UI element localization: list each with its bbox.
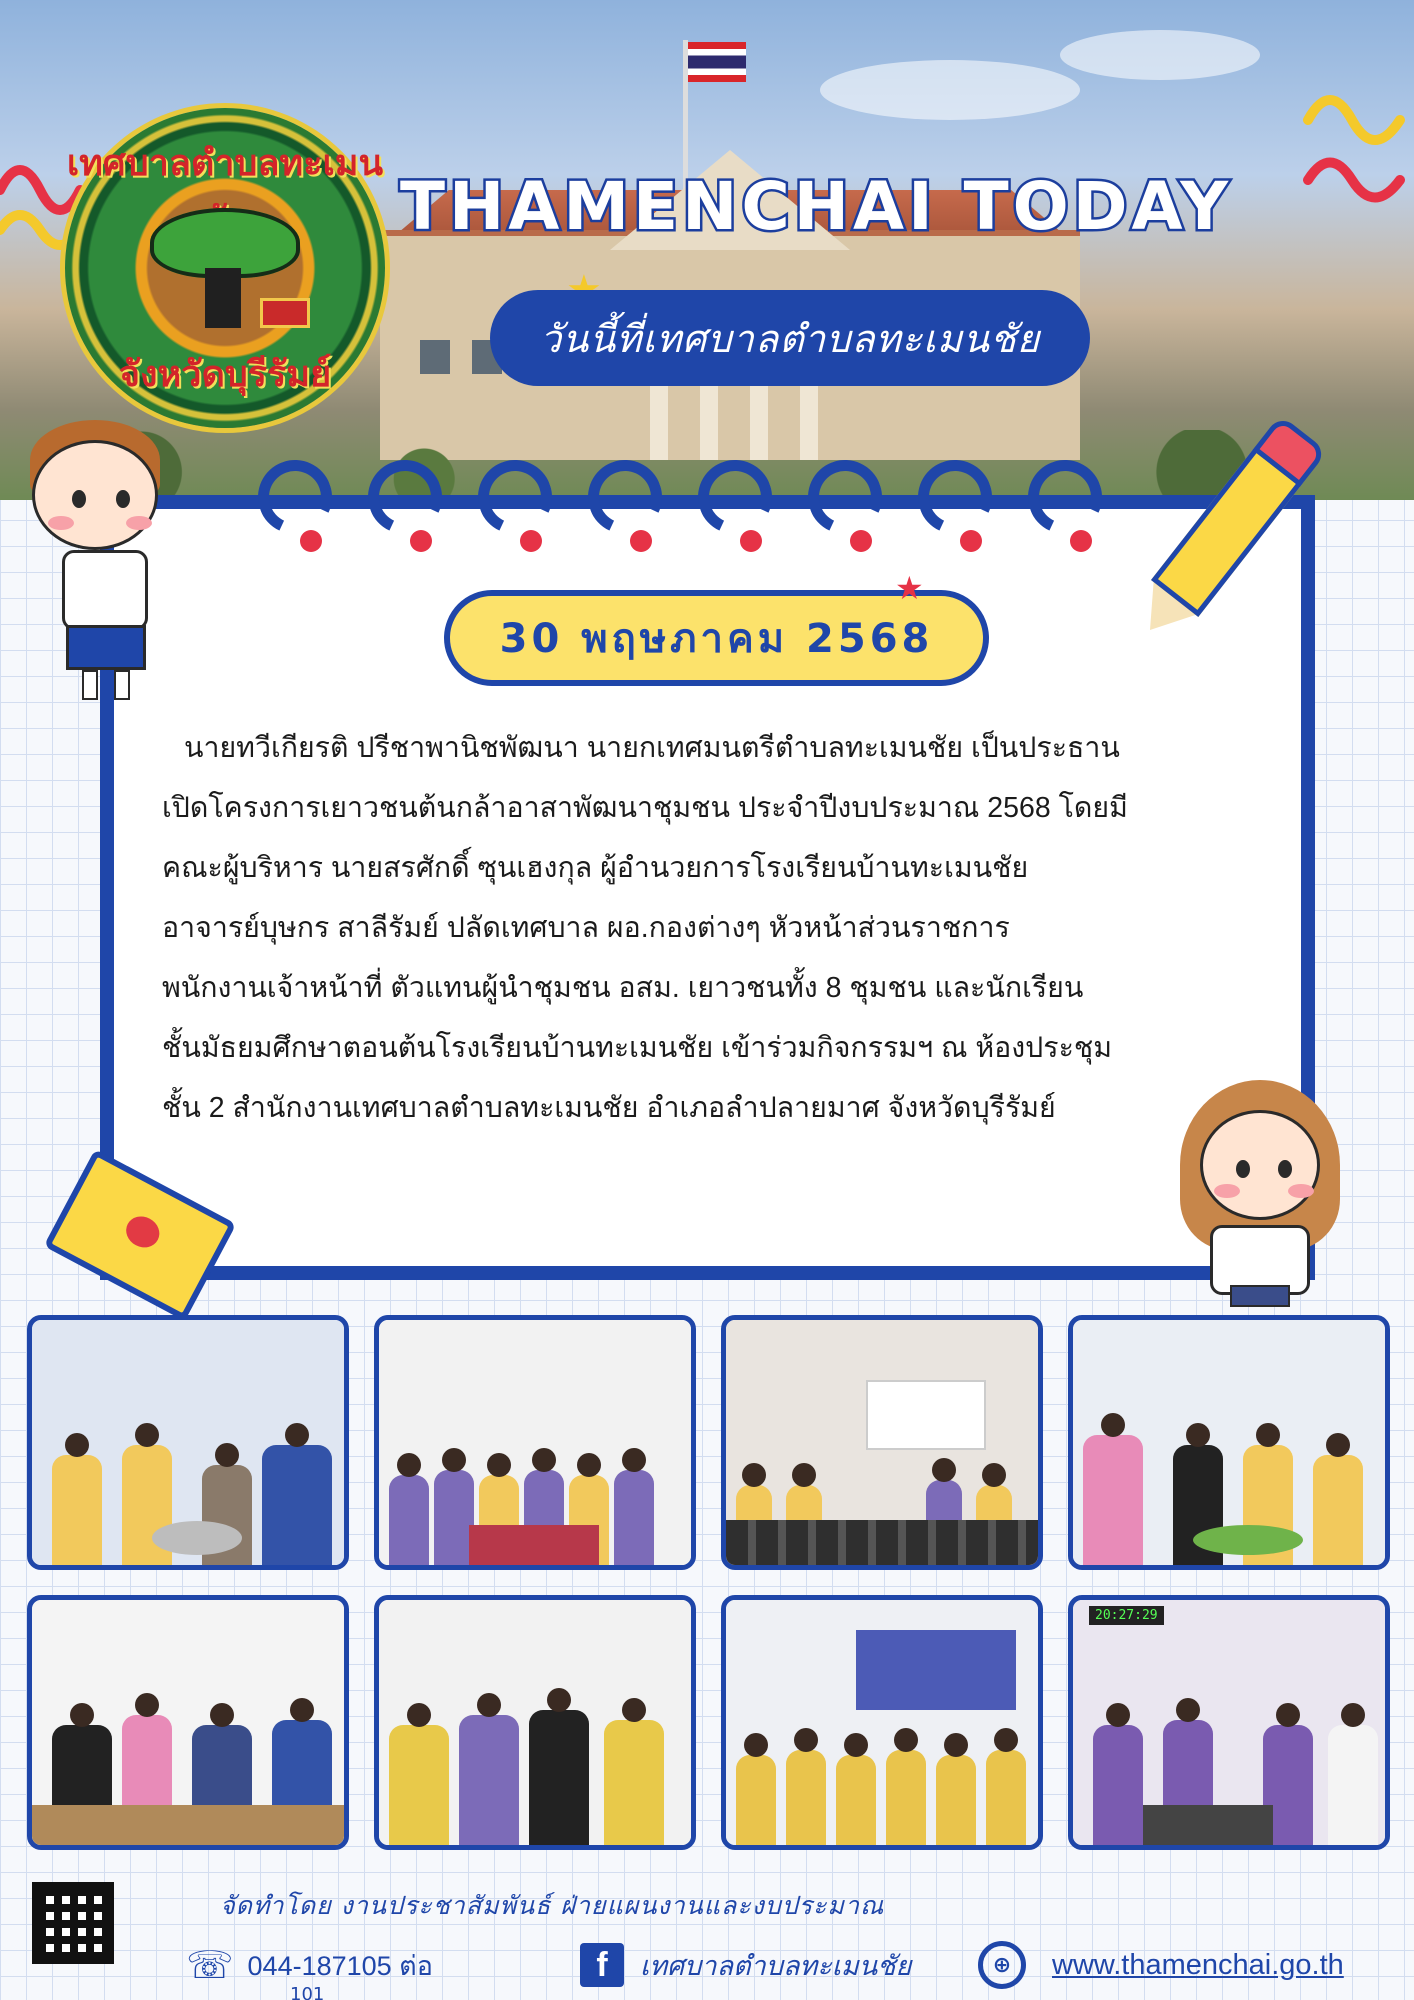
person bbox=[604, 1720, 664, 1845]
star-icon: ★ bbox=[895, 569, 924, 607]
binder-hole bbox=[630, 530, 652, 552]
qr-code[interactable] bbox=[32, 1882, 114, 1964]
front-table bbox=[469, 1525, 599, 1565]
kid-eye bbox=[1236, 1160, 1250, 1178]
kid-shorts bbox=[66, 625, 146, 670]
digital-clock: 20:27:29 bbox=[1089, 1606, 1164, 1625]
binder-hole bbox=[850, 530, 872, 552]
globe-icon: ⊕ bbox=[978, 1941, 1026, 1989]
binder-hole bbox=[520, 530, 542, 552]
thai-flag bbox=[688, 42, 746, 82]
subtitle-pill bbox=[490, 290, 1090, 386]
tree-trunk bbox=[205, 268, 241, 328]
news-line: เปิดโครงการเยาวชนต้นกล้าอาสาพัฒนาชุมชน ประจำปีงบประมาณ 2568 โดยมี bbox=[162, 792, 1128, 824]
logo-ring-text-bottom: จังหวัดบุรีรัมย์ bbox=[118, 353, 332, 395]
stage-desk bbox=[1143, 1805, 1273, 1845]
person bbox=[389, 1725, 449, 1845]
kid-eye bbox=[72, 490, 86, 508]
vegetable-platter bbox=[1193, 1525, 1303, 1555]
phone-icon: ☏ bbox=[186, 1943, 234, 1987]
news-body bbox=[162, 718, 1257, 1138]
person bbox=[986, 1750, 1026, 1845]
photo-students-table bbox=[27, 1595, 349, 1850]
photo-people bbox=[32, 1698, 344, 1845]
person bbox=[1313, 1455, 1363, 1565]
photo-people bbox=[1073, 1698, 1385, 1845]
kid-blush bbox=[126, 516, 152, 530]
kid-blush bbox=[1214, 1184, 1240, 1198]
kid-shirt bbox=[62, 550, 148, 630]
phone-number: 044-187105 ต่อ bbox=[247, 1950, 433, 1981]
photo-students-smiling bbox=[374, 1595, 696, 1850]
phone-contact[interactable] bbox=[186, 1940, 433, 1990]
cloud bbox=[820, 60, 1080, 120]
news-line: นายทวีเกียรติ ปรีชาพานิชพัฒนา นายกเทศมนตรีตำบลทะเมนชัย เป็นประธาน bbox=[184, 732, 1120, 764]
subtitle-text: วันนี้ที่เทศบาลตำบลทะเมนชัย bbox=[539, 316, 1041, 361]
kid-eye bbox=[1278, 1160, 1292, 1178]
person bbox=[736, 1755, 776, 1845]
person bbox=[614, 1470, 654, 1565]
photo-people bbox=[726, 1418, 1038, 1565]
binder-hole bbox=[960, 530, 982, 552]
news-line: คณะผู้บริหาร นายสรศักดิ์ ซุนเฮงกุล ผู้อำนวยการโรงเรียนบ้านทะเมนชัย bbox=[162, 852, 1029, 884]
facebook-icon: f bbox=[580, 1943, 624, 1987]
facebook-page-name: เทศบาลตำบลทะเมนชัย bbox=[640, 1950, 912, 1982]
work-table bbox=[32, 1805, 344, 1845]
photo-presentation-hall bbox=[721, 1315, 1043, 1570]
person bbox=[389, 1475, 429, 1565]
photo-people bbox=[726, 1698, 1038, 1845]
photo-cooking-group bbox=[27, 1315, 349, 1570]
person bbox=[836, 1755, 876, 1845]
cloud bbox=[1060, 30, 1260, 80]
photo-people bbox=[379, 1698, 691, 1845]
person bbox=[262, 1445, 332, 1565]
page-title: THAMENCHAI TODAY bbox=[400, 168, 1233, 245]
person bbox=[1093, 1725, 1143, 1845]
yellow-squiggle-right bbox=[1300, 70, 1414, 210]
photo-people bbox=[32, 1418, 344, 1565]
phone-extension: 101 bbox=[290, 1984, 325, 2000]
news-line: อาจารย์บุษกร สาลีรัมย์ ปลัดเทศบาล ผอ.กองต่างๆ หัวหน้าส่วนราชการ bbox=[162, 912, 1010, 944]
date-text: 30 พฤษภาคม 2568 bbox=[499, 616, 934, 662]
photo-food-preparation bbox=[1068, 1315, 1390, 1570]
chairs bbox=[726, 1520, 1038, 1565]
person bbox=[1328, 1725, 1378, 1845]
credit-text: จัดทำโดย งานประชาสัมพันธ์ ฝ่ายแผนงานและงบประมาณ bbox=[220, 1891, 885, 1920]
kid-skirt bbox=[1230, 1285, 1290, 1307]
logo-tree-emblem bbox=[140, 208, 310, 328]
binder-hole bbox=[1070, 530, 1092, 552]
news-line: พนักงานเจ้าหน้าที่ ตัวแทนผู้นำชุมชน อสม. เยาวชนทั้ง 8 ชุมชน และนักเรียน bbox=[162, 972, 1084, 1004]
news-line: ชั้น 2 สำนักงานเทศบาลตำบลทะเมนชัย อำเภอลำปลายมาศ จังหวัดบุรีรัมย์ bbox=[162, 1092, 1056, 1124]
kid-leg bbox=[114, 670, 130, 700]
person bbox=[529, 1710, 589, 1845]
website-link[interactable] bbox=[978, 1940, 1344, 1990]
photo-students-raising-hands bbox=[721, 1595, 1043, 1850]
photo-people bbox=[379, 1418, 691, 1565]
binder-hole bbox=[300, 530, 322, 552]
kid-leg bbox=[82, 670, 98, 700]
kid-head bbox=[32, 440, 158, 550]
website-url: www.thamenchai.go.th bbox=[1052, 1948, 1344, 1981]
photo-speakers-stage bbox=[1068, 1595, 1390, 1850]
binder-hole bbox=[740, 530, 762, 552]
person bbox=[459, 1715, 519, 1845]
girl-cartoon bbox=[1170, 1080, 1350, 1310]
facebook-link[interactable] bbox=[580, 1940, 911, 1990]
person bbox=[52, 1455, 102, 1565]
photo-people bbox=[1073, 1418, 1385, 1565]
kid-head bbox=[1200, 1110, 1320, 1220]
person bbox=[936, 1755, 976, 1845]
kid-blush bbox=[1288, 1184, 1314, 1198]
person bbox=[786, 1750, 826, 1845]
house-icon bbox=[260, 298, 310, 328]
photo-group-meeting-room bbox=[374, 1315, 696, 1570]
boy-cartoon bbox=[10, 420, 190, 710]
logo-ring-text-top: เทศบาลตำบลทะเมน bbox=[66, 142, 384, 184]
binder-hole bbox=[410, 530, 432, 552]
municipality-logo bbox=[65, 108, 385, 428]
apple-icon bbox=[121, 1211, 165, 1253]
person bbox=[434, 1470, 474, 1565]
person bbox=[886, 1750, 926, 1845]
kid-eye bbox=[116, 490, 130, 508]
person bbox=[1083, 1435, 1143, 1565]
kid-blush bbox=[48, 516, 74, 530]
news-line: ชั้นมัธยมศึกษาตอนต้นโรงเรียนบ้านทะเมนชัย เข้าร่วมกิจกรรมฯ ณ ห้องประชุม bbox=[162, 1032, 1113, 1064]
mixing-bowl bbox=[152, 1521, 242, 1555]
